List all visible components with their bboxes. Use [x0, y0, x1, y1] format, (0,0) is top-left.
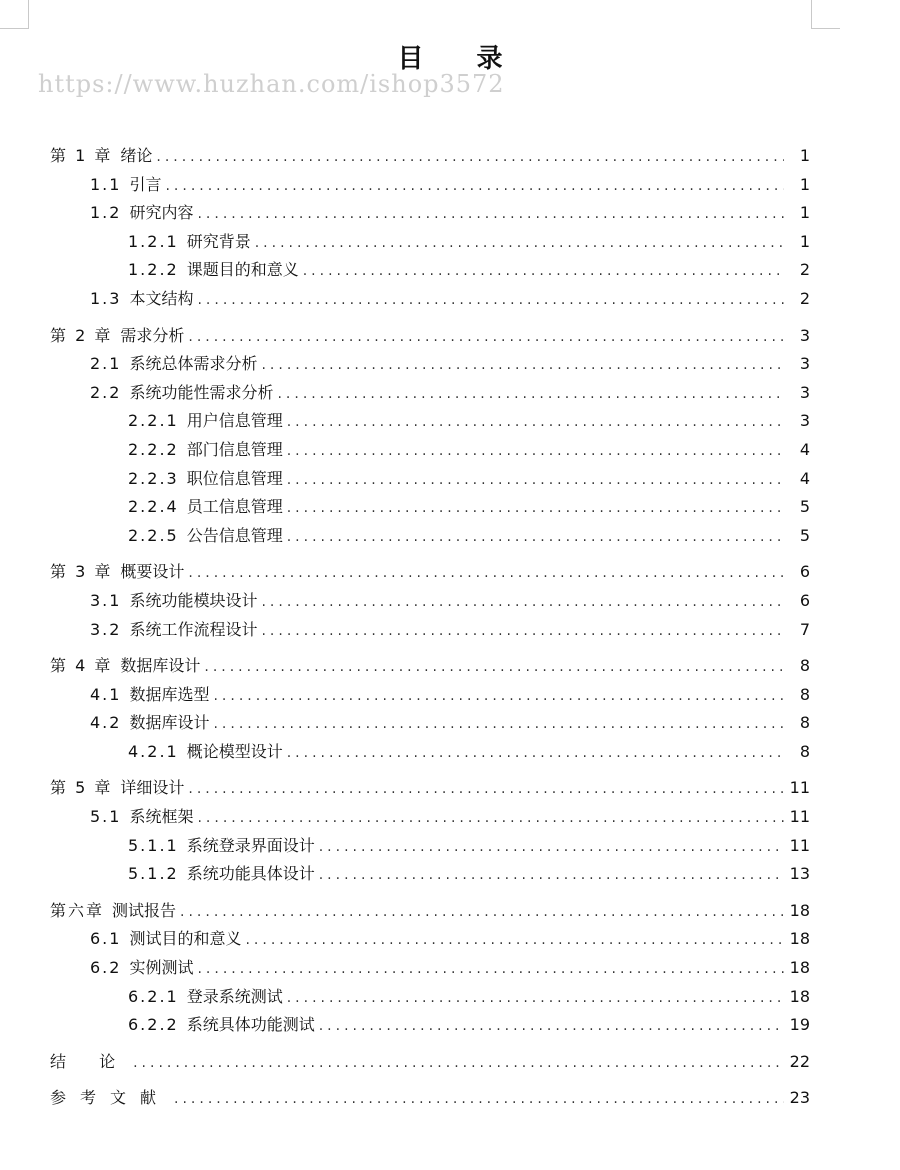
toc-entry-number: 6.1 [90, 929, 122, 949]
toc-entry-title: 数据库设计 [129, 713, 210, 733]
toc-entry-label [128, 228, 251, 257]
toc-entry-title: 结 论 [50, 1051, 130, 1071]
toc-page-number: 11 [789, 807, 810, 827]
toc-entry-label [128, 860, 315, 889]
toc-entry-label [50, 652, 200, 681]
toc-entry-label [128, 522, 283, 551]
toc-entry-label [90, 199, 193, 228]
toc-entry-number: 第 5 章 [50, 778, 113, 798]
toc-entry[interactable] [50, 925, 810, 954]
toc-entry-title: 公告信息管理 [186, 525, 283, 545]
toc-leader-dots [165, 172, 784, 201]
toc-page-number: 8 [799, 741, 810, 761]
toc-page-number: 2 [799, 260, 810, 280]
toc-entry-label [128, 493, 283, 522]
toc-leader-dots [245, 926, 784, 955]
toc-entry-title: 系统功能模块设计 [129, 590, 258, 610]
toc-leader-dots [197, 955, 784, 984]
toc-entry[interactable] [50, 860, 810, 889]
toc-page-number: 7 [799, 619, 810, 639]
toc-entry-number: 2.2.2 [128, 439, 179, 459]
toc-page-number: 13 [789, 864, 810, 884]
toc-entry-title: 参考文献 [50, 1088, 171, 1108]
toc-page-number: 3 [799, 325, 810, 345]
toc-entry[interactable] [50, 774, 810, 803]
toc-entry-number: 3.1 [90, 590, 122, 610]
toc-leader-dots [287, 739, 784, 768]
toc-entry-title: 系统登录界面设计 [186, 835, 315, 855]
toc-page-number: 1 [799, 146, 810, 165]
toc-entry-label [90, 616, 257, 645]
toc-entry-title: 测试目的和意义 [129, 929, 242, 949]
toc-entry-number: 5.1.2 [128, 864, 179, 884]
toc-entry[interactable] [50, 954, 810, 983]
toc-entry-title: 系统总体需求分析 [129, 354, 258, 374]
toc-entry-label [90, 954, 193, 983]
toc-leader-dots [174, 1085, 784, 1114]
toc-page-number: 11 [789, 835, 810, 855]
toc-entry[interactable] [50, 616, 810, 645]
toc-page-number: 6 [799, 590, 810, 610]
toc-entry-title: 研究内容 [129, 203, 194, 223]
toc-entry[interactable] [50, 652, 810, 681]
toc-entry[interactable] [50, 465, 810, 494]
toc-entry-title: 引言 [129, 174, 162, 194]
toc-leader-dots [204, 653, 784, 682]
toc-entry[interactable] [50, 897, 810, 926]
toc-page-number: 4 [799, 439, 810, 459]
toc-entry-label [90, 709, 209, 738]
toc-entry[interactable] [50, 681, 810, 710]
toc-entry-label [128, 436, 283, 465]
toc-page-number: 6 [799, 562, 810, 582]
toc-entry-label [128, 407, 283, 436]
toc-leader-dots [303, 257, 784, 286]
toc-entry-number: 5.1 [90, 807, 122, 827]
toc-leader-dots [287, 437, 784, 466]
toc-entry-title: 数据库选型 [129, 684, 210, 704]
toc-entry-title: 数据库设计 [120, 656, 201, 676]
toc-entry-label [50, 774, 184, 803]
toc-page-number: 2 [799, 288, 810, 308]
toc-entry[interactable] [50, 522, 810, 551]
toc-page-number: 8 [799, 713, 810, 733]
watermark-text: https://www.huzhan.com/ishop3572 [38, 70, 505, 98]
toc-page-number: 8 [799, 656, 810, 676]
toc-entry-title: 系统功能性需求分析 [129, 382, 274, 402]
toc-entry[interactable] [50, 228, 810, 257]
toc-entry-title: 测试报告 [112, 900, 177, 920]
toc-entry-title: 系统工作流程设计 [129, 619, 258, 639]
toc-page-number: 18 [789, 900, 810, 920]
toc-page-number: 5 [799, 525, 810, 545]
toc-entry[interactable] [50, 142, 810, 171]
toc-page-number: 11 [789, 778, 810, 798]
toc-entry-number: 2.2.3 [128, 468, 179, 488]
toc-page-number: 1 [799, 174, 810, 194]
toc-entry-label [50, 1084, 170, 1113]
toc-leader-dots [197, 286, 784, 315]
toc-leader-dots [277, 380, 784, 409]
toc-leader-dots [287, 466, 784, 495]
toc-entry-label [50, 558, 184, 587]
toc-entry[interactable] [50, 1048, 810, 1077]
toc-entry[interactable] [50, 832, 810, 861]
toc-entry-number: 第六章 [50, 900, 105, 920]
toc-entry[interactable] [50, 493, 810, 522]
toc-entry[interactable] [50, 983, 810, 1012]
toc-entry-number: 1.2 [90, 203, 122, 223]
toc-entry-label [90, 350, 257, 379]
toc-leader-dots [319, 861, 784, 890]
toc-entry-number: 1.3 [90, 288, 122, 308]
toc-entry-label [128, 983, 283, 1012]
toc-leader-dots [188, 559, 784, 588]
toc-page-number: 3 [799, 382, 810, 402]
toc-entry-number: 2.2 [90, 382, 122, 402]
toc-entry-number: 第 4 章 [50, 656, 113, 676]
toc-entry[interactable] [50, 171, 810, 200]
toc-entry-label [50, 322, 184, 351]
toc-entry-title: 需求分析 [120, 325, 185, 345]
toc-leader-dots [188, 775, 784, 804]
toc-leader-dots [213, 710, 784, 739]
toc-entry[interactable] [50, 436, 810, 465]
toc-entry-title: 课题目的和意义 [186, 260, 299, 280]
toc-leader-dots [287, 984, 784, 1013]
toc-entry-number: 1.2.1 [128, 231, 179, 251]
toc-entry-label [90, 171, 161, 200]
toc-leader-dots [261, 588, 784, 617]
toc-page-number: 8 [799, 684, 810, 704]
toc-entry-label [90, 925, 241, 954]
toc-entry-label [128, 465, 283, 494]
toc-entry-number: 6.2 [90, 958, 122, 978]
toc-page-number: 3 [799, 411, 810, 431]
table-of-contents [50, 142, 810, 1113]
toc-entry-number: 6.2.1 [128, 986, 179, 1006]
toc-entry-label [90, 379, 273, 408]
toc-entry-number: 2.2.1 [128, 411, 179, 431]
toc-entry-title: 详细设计 [120, 778, 185, 798]
toc-entry-label [128, 738, 283, 767]
toc-leader-dots [319, 1012, 784, 1041]
toc-entry[interactable] [50, 587, 810, 616]
toc-entry-number: 第 1 章 [50, 146, 113, 165]
toc-leader-dots [287, 408, 784, 437]
toc-entry-label [90, 285, 193, 314]
toc-entry-label [50, 897, 176, 926]
toc-page-number: 18 [789, 986, 810, 1006]
page-corner-mark [811, 0, 840, 29]
page-title: 目 录 [397, 44, 525, 74]
toc-entry-number: 1.1 [90, 174, 122, 194]
toc-entry-title: 职位信息管理 [186, 468, 283, 488]
toc-entry-number: 第 3 章 [50, 562, 113, 582]
toc-entry[interactable] [50, 285, 810, 314]
toc-leader-dots [133, 1049, 784, 1078]
toc-leader-dots [287, 494, 784, 523]
toc-entry[interactable] [50, 738, 810, 767]
toc-entry-title: 概要设计 [120, 562, 185, 582]
toc-page-number: 22 [789, 1051, 810, 1071]
toc-entry-number: 1.2.2 [128, 260, 179, 280]
page-corner-mark [0, 0, 29, 29]
toc-entry-title: 系统具体功能测试 [186, 1015, 315, 1035]
toc-entry[interactable] [50, 322, 810, 351]
toc-entry-title: 登录系统测试 [186, 986, 283, 1006]
toc-leader-dots [213, 682, 784, 711]
toc-entry-number: 3.2 [90, 619, 122, 639]
toc-leader-dots [261, 617, 784, 646]
toc-page-number: 23 [789, 1088, 810, 1108]
toc-entry-label [50, 1048, 129, 1077]
toc-entry-number: 4.1 [90, 684, 122, 704]
toc-page-number: 3 [799, 354, 810, 374]
toc-page-number: 18 [789, 958, 810, 978]
toc-entry[interactable] [50, 379, 810, 408]
toc-entry-label [90, 803, 193, 832]
toc-entry-number: 第 2 章 [50, 325, 113, 345]
toc-page-number: 18 [789, 929, 810, 949]
toc-leader-dots [197, 804, 784, 833]
toc-leader-dots [156, 143, 784, 172]
toc-entry-label [128, 832, 315, 861]
toc-leader-dots [261, 351, 784, 380]
toc-entry-number: 4.2 [90, 713, 122, 733]
toc-entry-title: 研究背景 [186, 231, 251, 251]
toc-entry-title: 实例测试 [129, 958, 194, 978]
toc-entry-title: 员工信息管理 [186, 497, 283, 517]
toc-page-number: 4 [799, 468, 810, 488]
toc-entry[interactable] [50, 199, 810, 228]
toc-entry-title: 绪论 [120, 146, 153, 165]
toc-leader-dots [319, 833, 784, 862]
toc-entry-title: 用户信息管理 [186, 411, 283, 431]
toc-entry[interactable] [50, 1011, 810, 1040]
toc-page-number: 1 [799, 203, 810, 223]
toc-entry-title: 部门信息管理 [186, 439, 283, 459]
toc-entry[interactable] [50, 350, 810, 379]
toc-entry-title: 系统框架 [129, 807, 194, 827]
toc-entry-title: 系统功能具体设计 [186, 864, 315, 884]
toc-entry-number: 2.1 [90, 354, 122, 374]
toc-page-number: 19 [789, 1015, 810, 1035]
toc-entry-label [90, 681, 209, 710]
toc-entry[interactable] [50, 1084, 810, 1113]
toc-entry-label [128, 1011, 315, 1040]
toc-leader-dots [287, 523, 784, 552]
toc-page-number: 5 [799, 497, 810, 517]
toc-entry[interactable] [50, 407, 810, 436]
toc-leader-dots [180, 898, 784, 927]
toc-entry-number: 2.2.5 [128, 525, 179, 545]
toc-entry[interactable] [50, 709, 810, 738]
toc-entry-number: 4.2.1 [128, 741, 179, 761]
toc-entry[interactable] [50, 558, 810, 587]
toc-entry-label [90, 587, 257, 616]
toc-leader-dots [255, 229, 784, 258]
toc-entry-number: 2.2.4 [128, 497, 179, 517]
toc-entry-title: 本文结构 [129, 288, 194, 308]
toc-entry-title: 概论模型设计 [186, 741, 283, 761]
toc-page-number: 1 [799, 231, 810, 251]
toc-entry-number: 6.2.2 [128, 1015, 179, 1035]
toc-entry[interactable] [50, 803, 810, 832]
toc-leader-dots [197, 200, 784, 229]
toc-leader-dots [188, 323, 784, 352]
toc-entry-label [50, 142, 152, 171]
toc-entry[interactable] [50, 256, 810, 285]
toc-entry-number: 5.1.1 [128, 835, 179, 855]
toc-entry-label [128, 256, 299, 285]
